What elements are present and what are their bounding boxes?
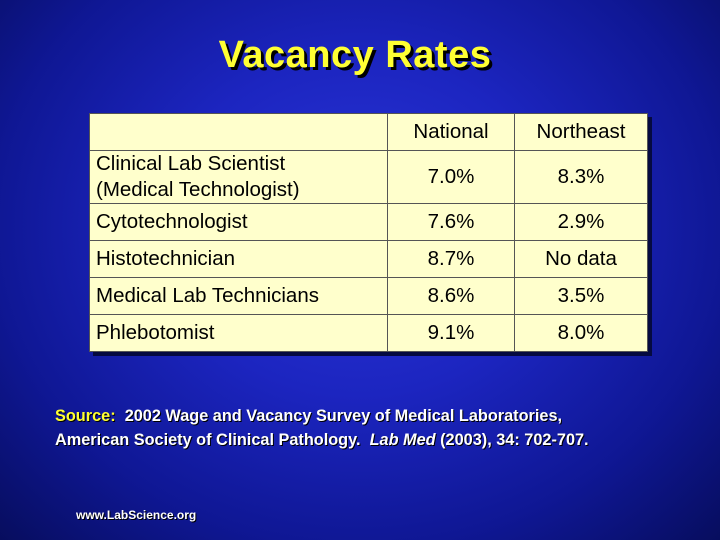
northeast-rate-cell: 2.9% [515,204,648,241]
source-text-1: 2002 Wage and Vacancy Survey of Medical Laboratories, [124,407,563,425]
table-corner-cell [90,114,388,151]
source-line-1 [55,404,715,428]
page-title: Vacancy Rates [218,34,492,76]
role-cell: Medical Lab Technicians [90,278,388,315]
source-text-2a: American Society of Clinical Pathology. [55,431,361,449]
table-row [90,151,648,204]
table-row [90,315,648,352]
source-text-2b: (2003), 34: 702-707. [440,431,589,449]
table-row [90,204,648,241]
table-row [90,278,648,315]
source-line-2 [55,428,715,452]
northeast-rate-cell: 8.0% [515,315,648,352]
role-cell [90,151,388,204]
journal-name: Lab Med [369,431,436,449]
national-rate-cell: 9.1% [388,315,515,352]
table-header-row [90,114,648,151]
national-rate-cell: 8.7% [388,241,515,278]
national-rate-cell: 7.6% [388,204,515,241]
northeast-rate-cell: No data [515,241,648,278]
column-header-national: National [388,114,515,151]
vacancy-rates-table [89,113,648,352]
source-label: Source: [55,407,116,425]
table-row [90,241,648,278]
source-citation [55,404,715,452]
role-cell: Histotechnician [90,241,388,278]
national-rate-cell: 8.6% [388,278,515,315]
role-line: (Medical Technologist) [96,178,300,201]
national-rate-cell: 7.0% [388,151,515,204]
role-cell: Phlebotomist [90,315,388,352]
website-url: www.LabScience.org [76,508,197,522]
role-line: Clinical Lab Scientist [96,152,286,175]
northeast-rate-cell: 3.5% [515,278,648,315]
northeast-rate-cell: 8.3% [515,151,648,204]
role-cell: Cytotechnologist [90,204,388,241]
column-header-northeast: Northeast [515,114,648,151]
